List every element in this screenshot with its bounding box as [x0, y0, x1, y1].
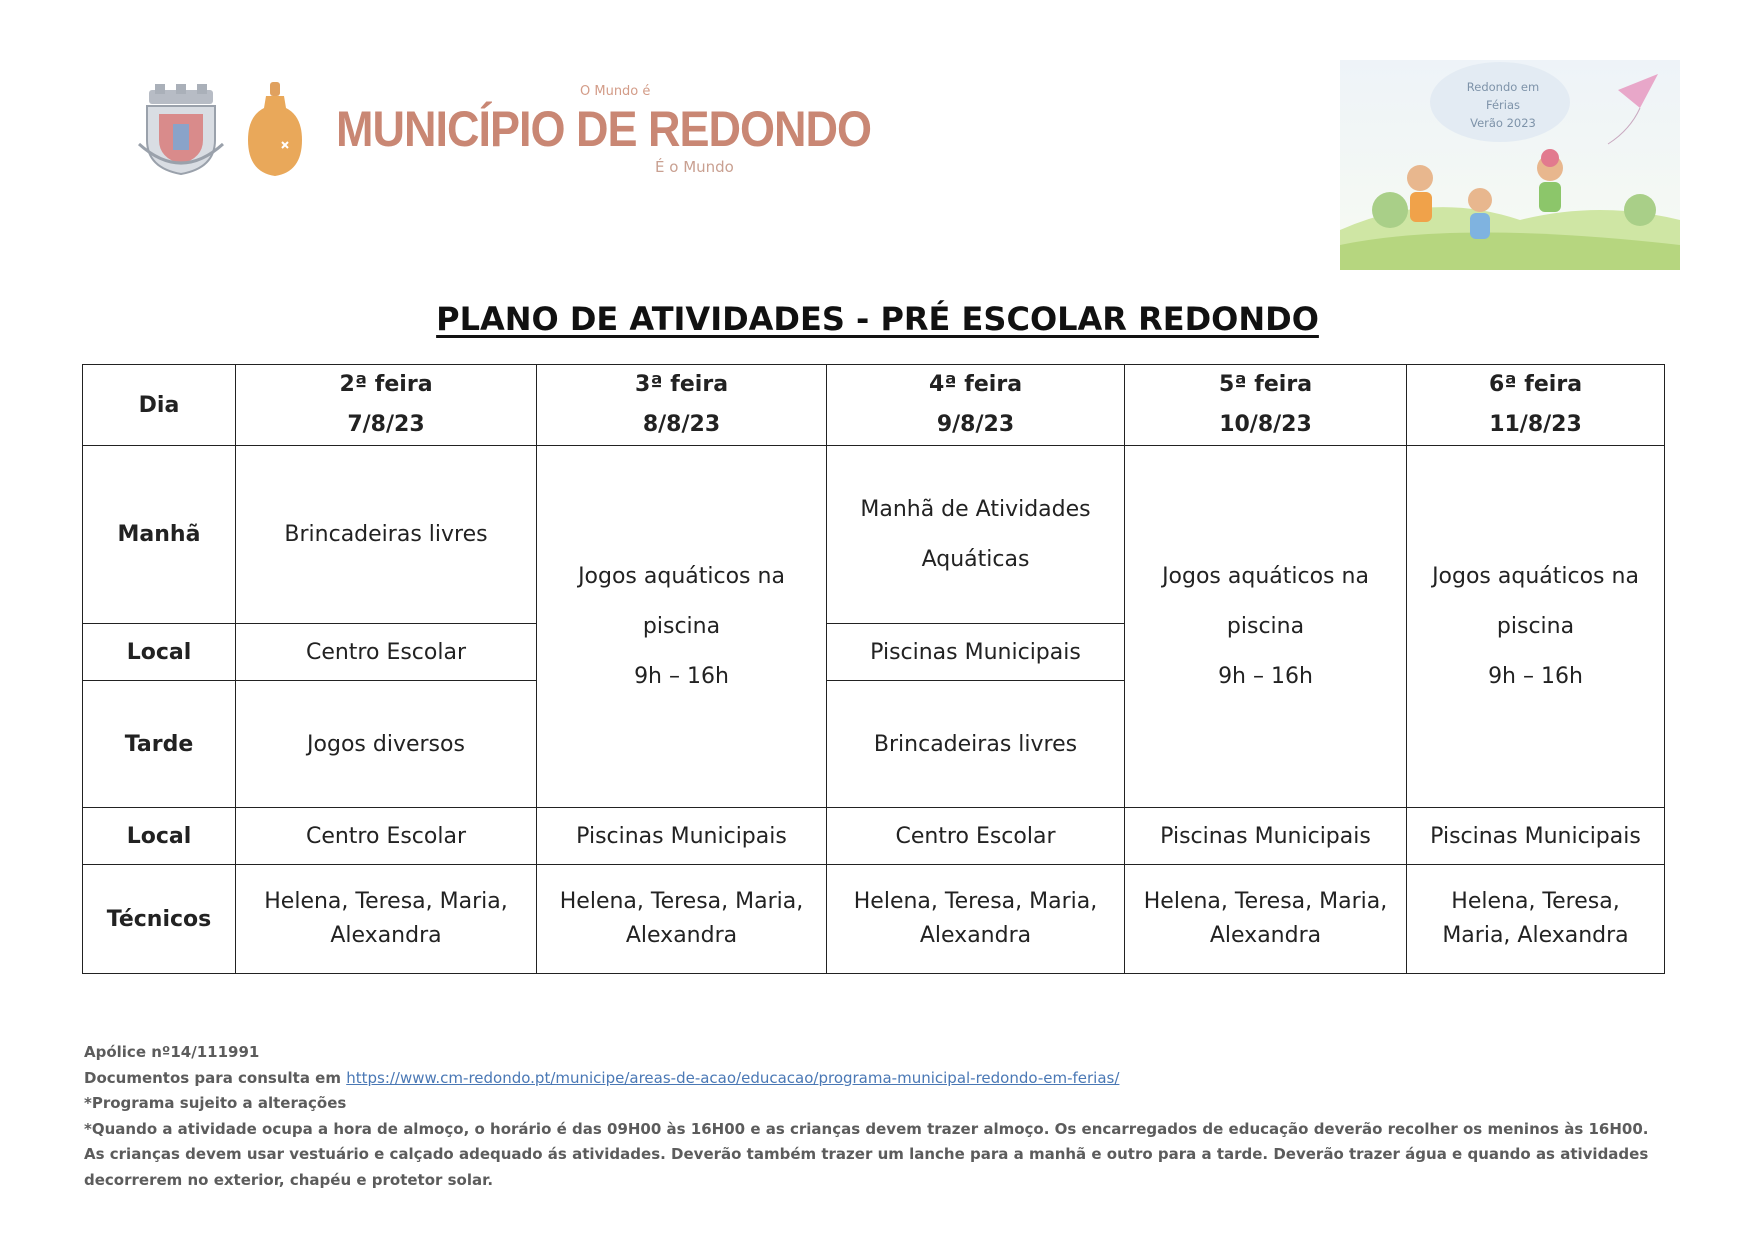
cell-line: Jogos aquáticos na [1162, 563, 1369, 589]
badge-text [1438, 78, 1568, 132]
page-title: PLANO DE ATIVIDADES - PRÉ ESCOLAR REDONDO [436, 300, 1319, 338]
table-row-local-afternoon [83, 808, 1665, 865]
cell-line: Helena, Teresa, Maria, [559, 889, 804, 914]
cell-line: 9h – 16h [1218, 663, 1313, 689]
wed-local2-cell: Centro Escolar [827, 808, 1125, 865]
fri-tecnicos-cell [1407, 865, 1665, 974]
tue-local2-cell: Piscinas Municipais [537, 808, 827, 865]
row-label-local: Local [83, 808, 236, 865]
cell-line: Helena, Teresa, Maria, [853, 889, 1098, 914]
note-changes: *Programa sujeito a alterações [84, 1094, 347, 1112]
tue-tecnicos-cell [537, 865, 827, 974]
day-date: 8/8/23 [642, 412, 721, 437]
day-header [1407, 365, 1665, 446]
cell-line: Manhã de Atividades [860, 496, 1091, 522]
day-date: 11/8/23 [1489, 412, 1582, 437]
cell-line: 9h – 16h [634, 663, 729, 689]
policy-number: Apólice nº14/111991 [84, 1043, 260, 1061]
mon-tarde-cell: Jogos diversos [236, 681, 537, 808]
brand-tagline-top: O Mundo é [580, 84, 651, 99]
activity-schedule-table [82, 364, 1665, 974]
brand-tagline-bottom: É o Mundo [655, 158, 734, 176]
cell-line: Helena, Teresa, Maria, [1143, 889, 1388, 914]
badge-line: Férias [1485, 98, 1521, 112]
tue-allday-cell [537, 446, 827, 808]
thu-tecnicos-cell [1125, 865, 1407, 974]
row-label-tecnicos: Técnicos [83, 865, 236, 974]
wed-tarde-cell: Brincadeiras livres [827, 681, 1125, 808]
mon-tecnicos-cell [236, 865, 537, 974]
docs-link[interactable]: https://www.cm-redondo.pt/municipe/areas-de-acao/educacao/programa-municipal-redondo-em-ferias/ [346, 1068, 1120, 1087]
day-date: 10/8/23 [1219, 412, 1312, 437]
coat-of-arms-icon [135, 84, 227, 176]
wed-tecnicos-cell [827, 865, 1125, 974]
cell-line: Jogos aquáticos na [578, 563, 785, 589]
table-row-tecnicos [83, 865, 1665, 974]
cell-line: Jogos aquáticos na [1432, 563, 1639, 589]
day-name: 4ª feira [928, 372, 1023, 397]
cell-line: Alexandra [625, 923, 738, 948]
badge-line: Verão 2023 [1470, 116, 1536, 130]
thu-allday-cell [1125, 446, 1407, 808]
thu-local2-cell: Piscinas Municipais [1125, 808, 1407, 865]
fri-local2-cell: Piscinas Municipais [1407, 808, 1665, 865]
cell-line: Alexandra [1209, 923, 1322, 948]
day-header [827, 365, 1125, 446]
note-details: *Quando a atividade ocupa a hora de almoço, o horário é das 09H00 às 16H00 e as crianças devem trazer almoço. Os encarregados de educação deverão recolher os meninos às 16H00. As crianças devem usar vestuário e calçado adequado ás atividades. Deverão também trazer um lanche para a manhã e outro para a tarde. Deverão trazer água e quando as atividades decorrerem no exterior, chapéu e protetor solar. [84, 1119, 1649, 1189]
day-date: 9/8/23 [936, 412, 1015, 437]
cell-line: Alexandra [919, 923, 1032, 948]
day-name: 5ª feira [1218, 372, 1313, 397]
mon-local-cell: Centro Escolar [236, 624, 537, 681]
brand-name: MUNICÍPIO DE REDONDO [336, 100, 872, 158]
cell-line: Alexandra [330, 923, 442, 948]
day-header [1125, 365, 1407, 446]
row-label-manha: Manhã [83, 446, 236, 624]
wed-local-cell: Piscinas Municipais [827, 624, 1125, 681]
cell-line: Helena, Teresa, Maria, [264, 889, 508, 914]
cell-line: Helena, Teresa, [1451, 889, 1620, 914]
day-name: 3ª feira [634, 372, 729, 397]
fri-allday-cell [1407, 446, 1665, 808]
docs-prefix: Documentos para consulta em [84, 1068, 341, 1087]
table-row-manha [83, 446, 1665, 624]
cell-line: piscina [642, 613, 721, 639]
row-label-local: Local [83, 624, 236, 681]
page-header [0, 0, 1755, 280]
pottery-jug-icon [246, 82, 304, 178]
mon-manha-cell: Brincadeiras livres [236, 446, 537, 624]
badge-line: Redondo em [1466, 80, 1540, 94]
cell-line: 9h – 16h [1488, 663, 1583, 689]
mon-local2-cell: Centro Escolar [236, 808, 537, 865]
footer-notes [84, 1040, 1664, 1193]
cell-line: piscina [1226, 613, 1305, 639]
wed-manha-cell [827, 446, 1125, 624]
day-header [236, 365, 537, 446]
day-name: 2ª feira [339, 372, 433, 397]
cell-line: Maria, Alexandra [1442, 923, 1629, 948]
docs-line [84, 1066, 1664, 1092]
day-name: 6ª feira [1488, 372, 1583, 397]
day-header [537, 365, 827, 446]
corner-header: Dia [83, 365, 236, 446]
day-date: 7/8/23 [347, 412, 425, 437]
cell-line: piscina [1496, 613, 1575, 639]
cell-line: Aquáticas [921, 546, 1030, 572]
table-header-row [83, 365, 1665, 446]
row-label-tarde: Tarde [83, 681, 236, 808]
